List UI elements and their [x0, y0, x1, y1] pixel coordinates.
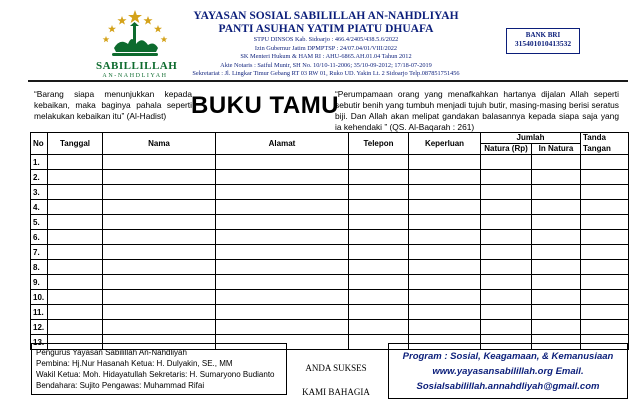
col-alamat: Alamat: [216, 133, 349, 155]
entry-cell[interactable]: [216, 215, 349, 230]
entry-cell[interactable]: [349, 260, 409, 275]
table-row: [31, 260, 629, 275]
registration-line-2: Izin Gubernur Jatim DPMPTSP : 24/07.04/01/VIII/2022: [254, 44, 398, 52]
entry-cell[interactable]: [103, 245, 216, 260]
entry-cell[interactable]: [409, 245, 481, 260]
entry-cell[interactable]: [532, 230, 581, 245]
entry-cell[interactable]: [409, 200, 481, 215]
row-number: 3.: [31, 185, 48, 200]
slogan: [296, 356, 376, 404]
bank-account-number: 315401010413532: [514, 39, 572, 48]
entry-cell[interactable]: [532, 155, 581, 170]
entry-cell[interactable]: [581, 230, 629, 245]
entry-cell[interactable]: [409, 305, 481, 320]
entry-cell[interactable]: [409, 185, 481, 200]
entry-cell[interactable]: [481, 230, 532, 245]
col-keperluan: Keperluan: [409, 133, 481, 155]
row-number: 12.: [31, 320, 48, 335]
slogan-line-2: KAMI BAHAGIA: [302, 387, 370, 397]
entry-cell[interactable]: [48, 320, 103, 335]
board-line-1: Pembina: Hj.Nur Hasanah Ketua: H. Dulyakin, SE., MM: [36, 359, 233, 368]
col-no: No: [31, 133, 48, 155]
table-row: [31, 275, 629, 290]
registration-line-3: SK Menteri Hukum & HAM RI : AHU-6865.AH.01.04 Tahun 2012: [240, 53, 412, 61]
registration-line-1: STPU DINSOS Kab. Sidoarjo : 466.4/2405/438.5.6/2022: [253, 36, 399, 43]
entry-cell[interactable]: [581, 185, 629, 200]
table-row: [31, 155, 629, 170]
entry-cell[interactable]: [581, 260, 629, 275]
entry-cell[interactable]: [409, 155, 481, 170]
entry-cell[interactable]: [581, 245, 629, 260]
entry-cell[interactable]: [481, 170, 532, 185]
entry-cell[interactable]: [481, 305, 532, 320]
guest-book-table: [30, 132, 629, 350]
secretariat-address: Sekretariat : Jl. Lingkar Timur Gebang RT 03 RW 01, Ruko UD. Yakin Lt. 2 Sidoarjo Telp.087851751456: [192, 70, 460, 78]
entry-cell[interactable]: [349, 320, 409, 335]
entry-cell[interactable]: [216, 245, 349, 260]
entry-cell[interactable]: [349, 245, 409, 260]
entry-cell[interactable]: [532, 170, 581, 185]
entry-cell[interactable]: [481, 320, 532, 335]
entry-cell[interactable]: [409, 230, 481, 245]
email-text: Sosialsabilillah.annahdliyah@gmail.com: [416, 381, 600, 392]
entry-cell[interactable]: [409, 260, 481, 275]
table-row: [31, 245, 629, 260]
entry-cell[interactable]: [216, 305, 349, 320]
table-row: [31, 230, 629, 245]
logo-name: SABILLILLAH: [96, 60, 178, 72]
entry-cell[interactable]: [103, 155, 216, 170]
entry-cell[interactable]: [532, 260, 581, 275]
col-tanggal: Tanggal: [48, 133, 103, 155]
bank-label: BANK BRI: [525, 31, 561, 39]
entry-cell[interactable]: [103, 185, 216, 200]
entry-cell[interactable]: [349, 305, 409, 320]
entry-cell[interactable]: [48, 290, 103, 305]
entry-cell[interactable]: [481, 200, 532, 215]
slogan-line-1: ANDA SUKSES: [305, 363, 367, 373]
row-number: 13.: [31, 335, 48, 350]
entry-cell[interactable]: [48, 185, 103, 200]
program-box: [388, 343, 628, 399]
entry-cell[interactable]: [481, 155, 532, 170]
entry-cell[interactable]: [349, 275, 409, 290]
entry-cell[interactable]: [481, 260, 532, 275]
entry-cell[interactable]: [103, 260, 216, 275]
entry-cell[interactable]: [48, 245, 103, 260]
entry-cell[interactable]: [349, 290, 409, 305]
entry-cell[interactable]: [216, 275, 349, 290]
entry-cell[interactable]: [103, 275, 216, 290]
row-number: 11.: [31, 305, 48, 320]
page-title: BUKU TAMU: [190, 92, 340, 119]
quran-quote: “Perumpamaan orang yang menafkahkan hartanya dijalan Allah seperti sebutir benih yang tumbuh menjadi tujuh butir, masing-masing berisi seratus biji. Dan Allah akan melipat gandakan balasannya kepada siapa saja yang ia kehendaki ” (QS. Al-Baqarah : 261): [335, 89, 619, 132]
entry-cell[interactable]: [581, 275, 629, 290]
table-row: [31, 305, 629, 320]
table-header-row: [31, 133, 629, 144]
entry-cell[interactable]: [103, 290, 216, 305]
board-line-2: Wakil Ketua: Moh. Hidayatullah Sekretaris: H. Sumaryono Budianto: [36, 370, 275, 379]
col-natura-rp: Natura (Rp): [481, 144, 532, 155]
entry-cell[interactable]: [349, 185, 409, 200]
entry-cell[interactable]: [103, 320, 216, 335]
entry-cell[interactable]: [532, 185, 581, 200]
table-row: [31, 290, 629, 305]
entry-cell[interactable]: [581, 290, 629, 305]
entry-cell[interactable]: [216, 230, 349, 245]
col-jumlah: Jumlah: [481, 133, 581, 144]
entry-cell[interactable]: [532, 290, 581, 305]
table-body: [31, 155, 629, 350]
website-text: www.yayasansabilillah.org Email.: [432, 366, 584, 377]
entry-cell[interactable]: [532, 215, 581, 230]
row-number: 1.: [31, 155, 48, 170]
entry-cell[interactable]: [103, 215, 216, 230]
entry-cell[interactable]: [532, 200, 581, 215]
entry-cell[interactable]: [216, 155, 349, 170]
table-row: [31, 185, 629, 200]
row-number: 7.: [31, 245, 48, 260]
letterhead: [176, 10, 476, 79]
entry-cell[interactable]: [481, 290, 532, 305]
entry-cell[interactable]: [48, 260, 103, 275]
board-line-3: Bendahara: Sujito Pengawas: Muhammad Rifai: [36, 381, 205, 390]
entry-cell[interactable]: [103, 170, 216, 185]
entry-cell[interactable]: [409, 320, 481, 335]
header-divider: [28, 80, 628, 82]
entry-cell[interactable]: [409, 275, 481, 290]
entry-cell[interactable]: [103, 305, 216, 320]
entry-cell[interactable]: [532, 275, 581, 290]
row-number: 2.: [31, 170, 48, 185]
entry-cell[interactable]: [48, 215, 103, 230]
row-number: 4.: [31, 200, 48, 215]
entry-cell[interactable]: [349, 215, 409, 230]
col-in-natura: In Natura: [532, 144, 581, 155]
entry-cell[interactable]: [48, 155, 103, 170]
entry-cell[interactable]: [349, 230, 409, 245]
table-row: [31, 200, 629, 215]
hadith-quote: “Barang siapa menunjukkan kepada kebaikan, maka baginya pahala seperti melakukan kebaikan itu” (Al-Hadist): [34, 89, 192, 121]
entry-cell[interactable]: [48, 275, 103, 290]
entry-cell[interactable]: [216, 320, 349, 335]
entry-cell[interactable]: [481, 245, 532, 260]
entry-cell[interactable]: [48, 200, 103, 215]
table-row: [31, 320, 629, 335]
entry-cell[interactable]: [581, 305, 629, 320]
logo-subtitle: AN-NAHDLIYAH: [102, 73, 168, 79]
entry-cell[interactable]: [48, 305, 103, 320]
program-text: Program : Sosial, Keagamaan, & Kemanusiaan: [402, 351, 614, 362]
entry-cell[interactable]: [48, 230, 103, 245]
entry-cell[interactable]: [581, 215, 629, 230]
orphanage-name: PANTI ASUHAN YATIM PIATU DHUAFA: [218, 23, 434, 35]
entry-cell[interactable]: [349, 200, 409, 215]
row-number: 9.: [31, 275, 48, 290]
entry-cell[interactable]: [103, 230, 216, 245]
entry-cell[interactable]: [48, 170, 103, 185]
board-box: [31, 343, 287, 395]
board-title: Pengurus Yayasan Sabilillah An-Nahdliyah: [36, 348, 187, 357]
col-telepon: Telepon: [349, 133, 409, 155]
entry-cell[interactable]: [216, 260, 349, 275]
row-number: 8.: [31, 260, 48, 275]
entry-cell[interactable]: [481, 275, 532, 290]
entry-cell[interactable]: [481, 215, 532, 230]
entry-cell[interactable]: [532, 305, 581, 320]
entry-cell[interactable]: [216, 290, 349, 305]
entry-cell[interactable]: [409, 290, 481, 305]
entry-cell[interactable]: [409, 170, 481, 185]
foundation-name: YAYASAN SOSIAL SABILILLAH AN-NAHDLIYAH: [193, 10, 459, 22]
row-number: 10.: [31, 290, 48, 305]
col-tanda: Tanda: [581, 133, 629, 144]
entry-cell[interactable]: [581, 200, 629, 215]
logo-text: [96, 60, 178, 79]
entry-cell[interactable]: [216, 200, 349, 215]
bank-box: [506, 28, 580, 54]
row-number: 5.: [31, 215, 48, 230]
col-tangan: Tangan: [581, 144, 629, 155]
entry-cell[interactable]: [216, 185, 349, 200]
entry-cell[interactable]: [581, 320, 629, 335]
table-row: [31, 170, 629, 185]
notary-line: Akte Notaris : Saiful Munir, SH No. 10/10-11-2006; 35/10-09-2012; 17/18-07-2019: [220, 61, 432, 69]
entry-cell[interactable]: [409, 215, 481, 230]
entry-cell[interactable]: [216, 170, 349, 185]
col-nama: Nama: [103, 133, 216, 155]
row-number: 6.: [31, 230, 48, 245]
entry-cell[interactable]: [532, 320, 581, 335]
entry-cell[interactable]: [349, 155, 409, 170]
entry-cell[interactable]: [103, 200, 216, 215]
entry-cell[interactable]: [349, 170, 409, 185]
entry-cell[interactable]: [581, 155, 629, 170]
table-row: [31, 215, 629, 230]
entry-cell[interactable]: [481, 185, 532, 200]
entry-cell[interactable]: [581, 170, 629, 185]
entry-cell[interactable]: [532, 245, 581, 260]
